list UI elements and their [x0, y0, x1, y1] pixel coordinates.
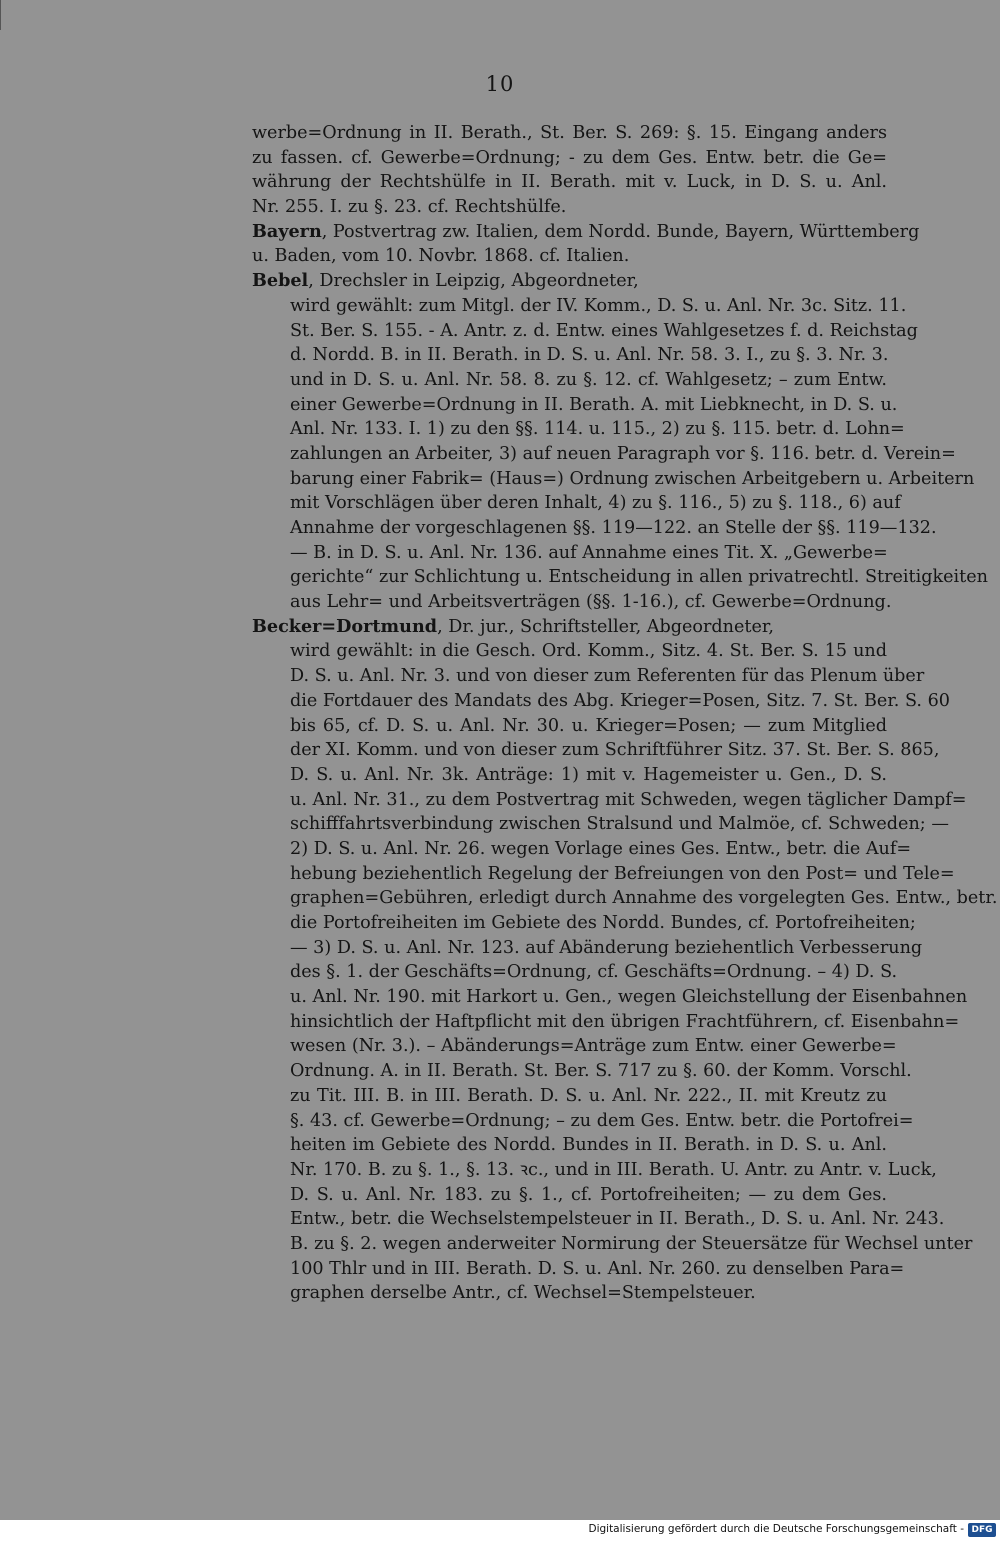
entry-heading-bebel: Bebel, Drechsler in Leipzig, Abgeordneter, — [252, 270, 639, 292]
text-line: B. zu §. 2. wegen anderweiter Normirung der Steuersätze für Wechsel unter — [290, 1233, 973, 1254]
text-line: — 3) D. S. u. Anl. Nr. 123. auf Abänderung beziehentlich Verbesserung — [290, 937, 923, 958]
text-line: u. Anl. Nr. 190. mit Harkort u. Gen., wegen Gleichstellung der Eisenbahnen — [290, 987, 968, 1008]
entry-heading-becker-dortmund: Becker=Dortmund, Dr. jur., Schriftsteller, Abgeordneter, — [252, 615, 774, 637]
text-line: u. Baden, vom 10. Novbr. 1868. cf. Italien. — [252, 246, 630, 267]
text-line: schifffahrtsverbindung zwischen Stralsund und Malmöe, cf. Schweden; — — [290, 814, 949, 835]
text-line: währung der Rechtshülfe in II. Berath. mit v. Luck, in D. S. u. Anl. — [252, 172, 887, 193]
text-line: graphen=Gebühren, erledigt durch Annahme des vorgelegten Ges. Entw., betr. — [290, 888, 998, 909]
text-line: D. S. u. Anl. Nr. 183. zu §. 1., cf. Portofreiheiten; — zu dem Ges. — [290, 1184, 887, 1205]
text-line: mit Vorschlägen über deren Inhalt, 4) zu §. 116., 5) zu §. 118., 6) auf — [290, 493, 901, 514]
text-line: graphen derselbe Antr., cf. Wechsel=Stempelsteuer. — [290, 1283, 756, 1304]
index-text-block — [252, 121, 998, 1306]
text-line: die Portofreiheiten im Gebiete des Nordd. Bundes, cf. Portofreiheiten; — [290, 913, 916, 933]
text-line: Entw., betr. die Wechselstempelsteuer in II. Berath., D. S. u. Anl. Nr. 243. — [290, 1209, 945, 1230]
text-line: D. S. u. Anl. Nr. 3k. Anträge: 1) mit v. Hagemeister u. Gen., D. S. — [290, 764, 887, 785]
page-number: 10 — [485, 72, 515, 96]
text-line: Anl. Nr. 133. I. 1) zu den §§. 114. u. 115., 2) zu §. 115. betr. d. Lohn= — [290, 419, 905, 440]
text-line: Nr. 170. B. zu §. 1., §. 13. ꝛc., und in III. Berath. U. Antr. zu Antr. v. Luck, — [290, 1159, 937, 1180]
text-line: 100 Thlr und in III. Berath. D. S. u. Anl. Nr. 260. zu denselben Para= — [290, 1258, 905, 1279]
text-line: die Fortdauer des Mandats des Abg. Krieger=Posen, Sitz. 7. St. Ber. S. 60 — [290, 690, 950, 711]
text-line: gerichte“ zur Schlichtung u. Entscheidung in allen privatrechtl. Streitigkeiten — [290, 567, 988, 588]
text-line: 2) D. S. u. Anl. Nr. 26. wegen Vorlage eines Ges. Entw., betr. die Auf= — [290, 838, 912, 859]
text-line: hinsichtlich der Haftpflicht mit den übrigen Frachtführern, cf. Eisenbahn= — [290, 1011, 960, 1032]
text-line: — B. in D. S. u. Anl. Nr. 136. auf Annahme eines Tit. X. „Gewerbe= — [290, 542, 888, 563]
text-line: zu Tit. III. B. in III. Berath. D. S. u. Anl. Nr. 222., II. mit Kreutz zu — [290, 1085, 887, 1106]
dfg-logo-icon: DFG — [968, 1523, 996, 1537]
text-line: der XI. Komm. und von dieser zum Schriftführer Sitz. 37. St. Ber. S. 865, — [290, 740, 940, 761]
scan-edge-mark — [0, 0, 13, 30]
text-line: heiten im Gebiete des Nordd. Bundes in II. Berath. in D. S. u. Anl. — [290, 1135, 887, 1156]
text-line: bis 65, cf. D. S. u. Anl. Nr. 30. u. Krieger=Posen; — zum Mitglied — [290, 715, 887, 736]
text-line: barung einer Fabrik= (Haus=) Ordnung zwischen Arbeitgebern u. Arbeitern — [290, 468, 975, 489]
text-line: werbe=Ordnung in II. Berath., St. Ber. S. 269: §. 15. Eingang anders — [252, 123, 887, 143]
text-line: hebung beziehentlich Regelung der Befreiungen von den Post= und Tele= — [290, 863, 955, 884]
text-line: und in D. S. u. Anl. Nr. 58. 8. zu §. 12. cf. Wahlgesetz; – zum Entw. — [290, 369, 887, 390]
text-line: §. 43. cf. Gewerbe=Ordnung; – zu dem Ges. Entw. betr. die Portofrei= — [290, 1110, 914, 1131]
text-line: aus Lehr= und Arbeitsverträgen (§§. 1-16.), cf. Gewerbe=Ordnung. — [290, 592, 892, 613]
text-line: D. S. u. Anl. Nr. 3. und von dieser zum Referenten für das Plenum über — [290, 666, 925, 687]
entry-heading-bayern: Bayern, Postvertrag zw. Italien, dem Nordd. Bunde, Bayern, Württemberg — [252, 220, 920, 242]
entry-headword: Becker=Dortmund — [252, 615, 438, 637]
entry-headword: Bayern — [252, 220, 322, 242]
text-line: zu fassen. cf. Gewerbe=Ordnung; - zu dem Ges. Entw. betr. die Ge= — [252, 147, 887, 168]
text-line: d. Nordd. B. in II. Berath. in D. S. u. Anl. Nr. 58. 3. I., zu §. 3. Nr. 3. — [290, 345, 889, 366]
text-line: wird gewählt: zum Mitgl. der IV. Komm., D. S. u. Anl. Nr. 3c. Sitz. 11. — [290, 295, 907, 316]
text-line: zahlungen an Arbeiter, 3) auf neuen Paragraph vor §. 116. betr. d. Verein= — [290, 443, 956, 464]
text-line: u. Anl. Nr. 31., zu dem Postvertrag mit Schweden, wegen täglicher Dampf= — [290, 789, 967, 810]
text-line: Nr. 255. I. zu §. 23. cf. Rechtshülfe. — [252, 197, 567, 218]
text-line: einer Gewerbe=Ordnung in II. Berath. A. mit Liebknecht, in D. S. u. — [290, 394, 898, 415]
digitization-footer — [0, 1520, 1000, 1542]
text-line: Ordnung. A. in II. Berath. St. Ber. S. 717 zu §. 60. der Komm. Vorschl. — [290, 1061, 912, 1082]
text-line: des §. 1. der Geschäfts=Ordnung, cf. Geschäfts=Ordnung. – 4) D. S. — [290, 962, 898, 983]
text-line: St. Ber. S. 155. - A. Antr. z. d. Entw. eines Wahlgesetzes f. d. Reichstag — [290, 320, 918, 341]
funding-notice: Digitalisierung gefördert durch die Deutsche Forschungsgemeinschaft - — [588, 1523, 964, 1535]
entry-headword: Bebel — [252, 270, 309, 292]
text-line: Annahme der vorgeschlagenen §§. 119—122. an Stelle der §§. 119—132. — [290, 518, 937, 538]
text-line: wesen (Nr. 3.). – Abänderungs=Anträge zum Entw. einer Gewerbe= — [290, 1036, 897, 1057]
text-line: wird gewählt: in die Gesch. Ord. Komm., Sitz. 4. St. Ber. S. 15 und — [290, 641, 887, 662]
